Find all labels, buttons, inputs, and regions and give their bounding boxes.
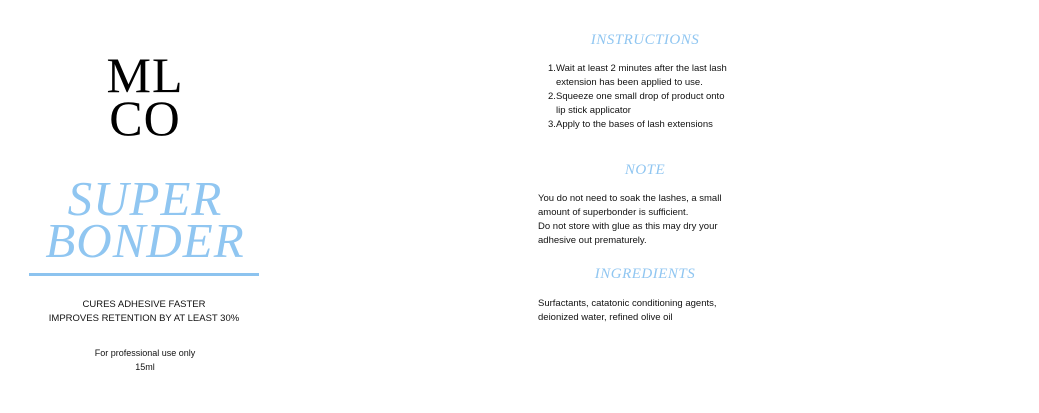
- product-title: [20, 171, 270, 268]
- step-text: extension has been applied to use.: [556, 77, 703, 88]
- ingredients-line: deionized water, refined olive oil: [538, 312, 673, 323]
- logo-line-1: ML: [106, 47, 184, 103]
- ingredients-line: Surfactants, catatonic conditioning agents,: [538, 298, 717, 309]
- step-text: Wait at least 2 minutes after the last lash: [556, 63, 727, 74]
- ingredients-heading: INGREDIENTS: [594, 266, 696, 282]
- brand-logo: [92, 47, 198, 146]
- step-number: 1.: [548, 63, 556, 74]
- instructions-list: [540, 62, 760, 132]
- product-meta: [60, 346, 230, 374]
- note-text: [538, 192, 758, 248]
- usage-note: For professional use only: [94, 348, 196, 358]
- volume-label: 15ml: [135, 362, 155, 372]
- product-title-line-1: SUPER: [67, 171, 223, 226]
- note-line: You do not need to soak the lashes, a small: [538, 193, 722, 204]
- instruction-step: [540, 62, 760, 76]
- step-number: 3.: [548, 119, 556, 130]
- note-line: adhesive out prematurely.: [538, 235, 647, 246]
- step-text: lip stick applicator: [556, 105, 631, 116]
- instruction-step: [540, 90, 760, 104]
- step-text: Apply to the bases of lash extensions: [556, 119, 713, 130]
- instruction-step-cont: [540, 104, 760, 118]
- note-line: Do not store with glue as this may dry your: [538, 221, 718, 232]
- ingredients-text: [538, 297, 758, 325]
- instructions-heading: INSTRUCTIONS: [590, 32, 700, 48]
- product-title-line-2: BONDER: [45, 213, 245, 268]
- note-line: amount of superbonder is sufficient.: [538, 207, 689, 218]
- product-claims: [20, 298, 268, 326]
- step-number: 2.: [548, 91, 556, 102]
- logo-line-2: CO: [109, 90, 181, 146]
- claim-1: CURES ADHESIVE FASTER: [82, 299, 206, 310]
- instruction-step: [540, 118, 760, 132]
- step-text: Squeeze one small drop of product onto: [556, 91, 725, 102]
- claim-2: IMPROVES RETENTION BY AT LEAST 30%: [48, 313, 240, 324]
- title-divider: [29, 273, 259, 276]
- instruction-step-cont: [540, 76, 760, 90]
- note-heading: NOTE: [624, 162, 666, 178]
